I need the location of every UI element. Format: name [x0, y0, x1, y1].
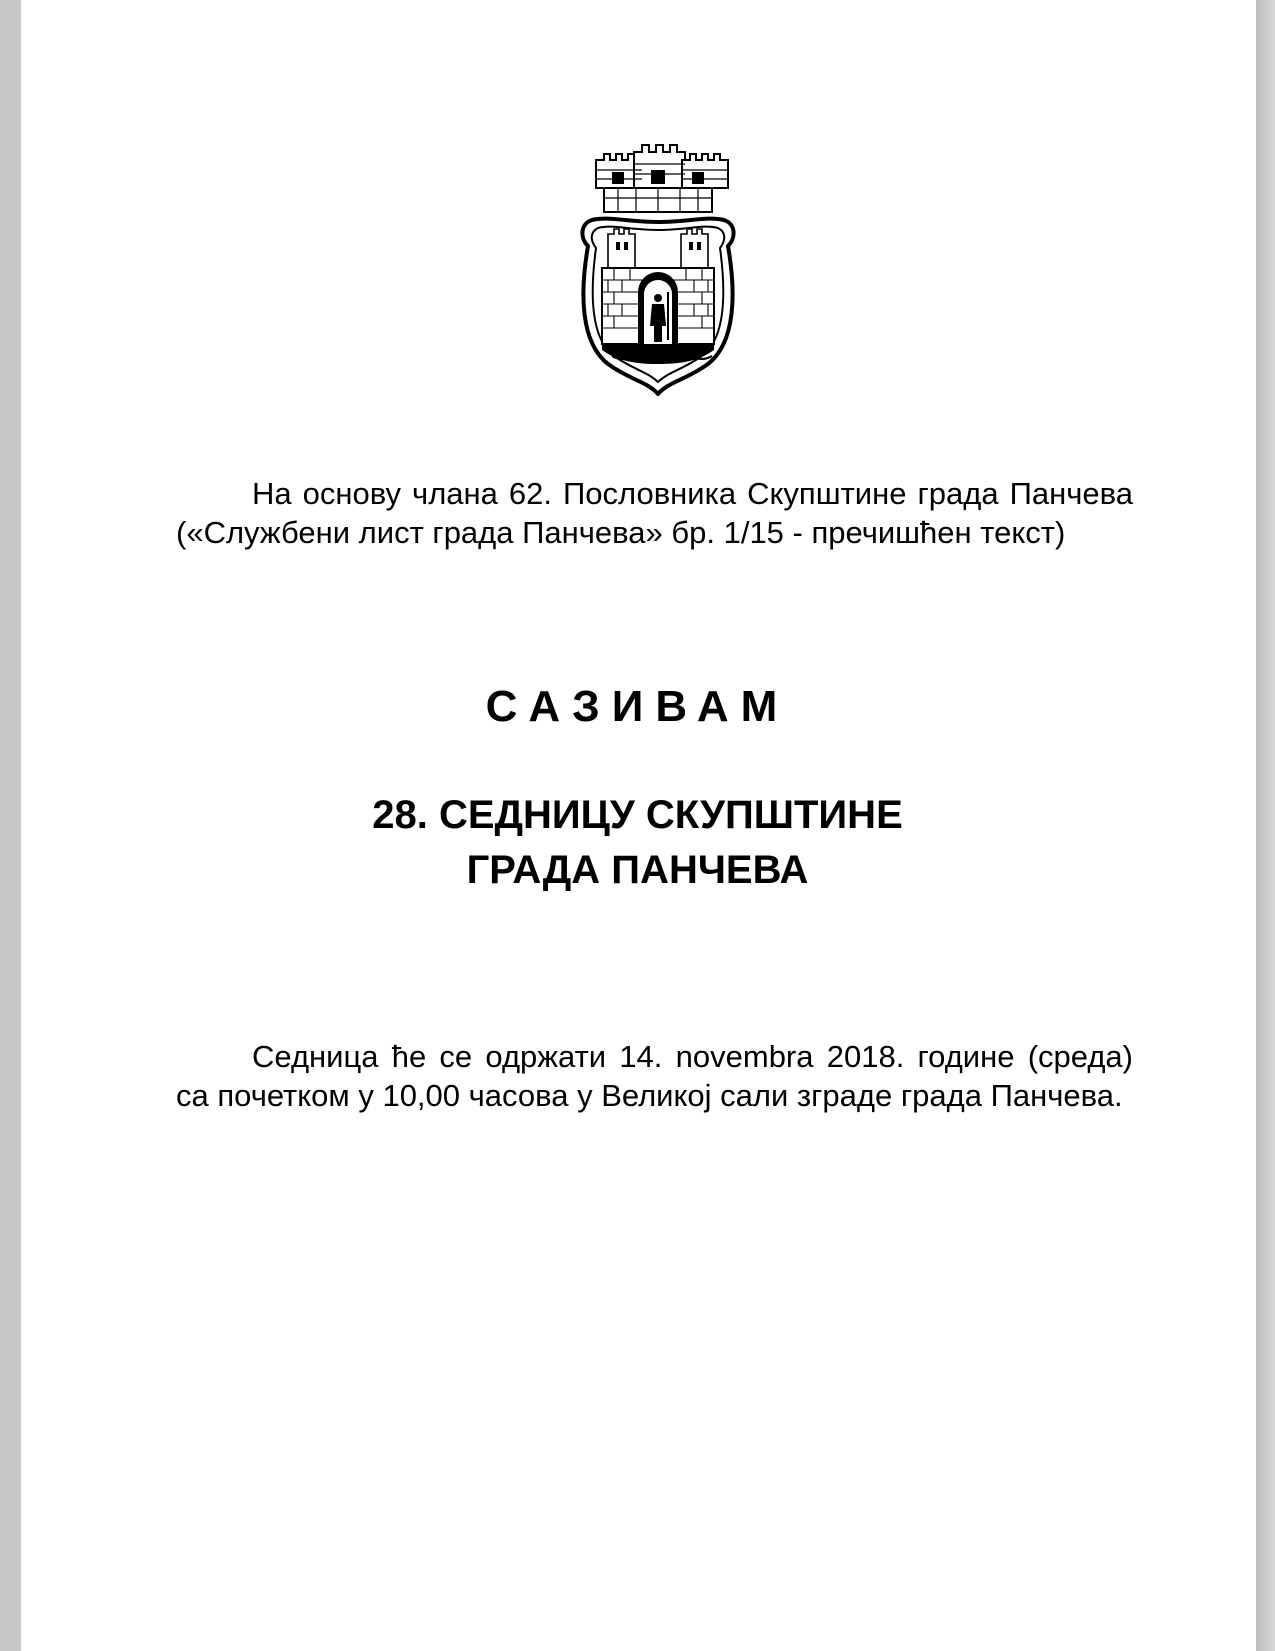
session-title [0, 788, 1275, 898]
session-title-line2: ГРАДА ПАНЧЕВА [466, 848, 809, 892]
convene-heading: САЗИВАМ [485, 682, 790, 731]
intro-text: На основу члана 62. Пословника Скупштине града Панчева («Службени лист града Панчева» бр. 1/15 - пречишћен текст) [176, 476, 1133, 550]
session-details-text: Седница ће се одржати 14. novembra 2018. године (среда) са почетком у 10,00 часова у Великој сали зграде града Панчева. [176, 1039, 1133, 1113]
coat-of-arms-icon [578, 142, 738, 396]
session-title-line1: 28. СЕДНИЦУ СКУПШТИНЕ [372, 793, 903, 837]
session-details-paragraph [176, 1037, 1133, 1115]
intro-paragraph [176, 474, 1133, 552]
